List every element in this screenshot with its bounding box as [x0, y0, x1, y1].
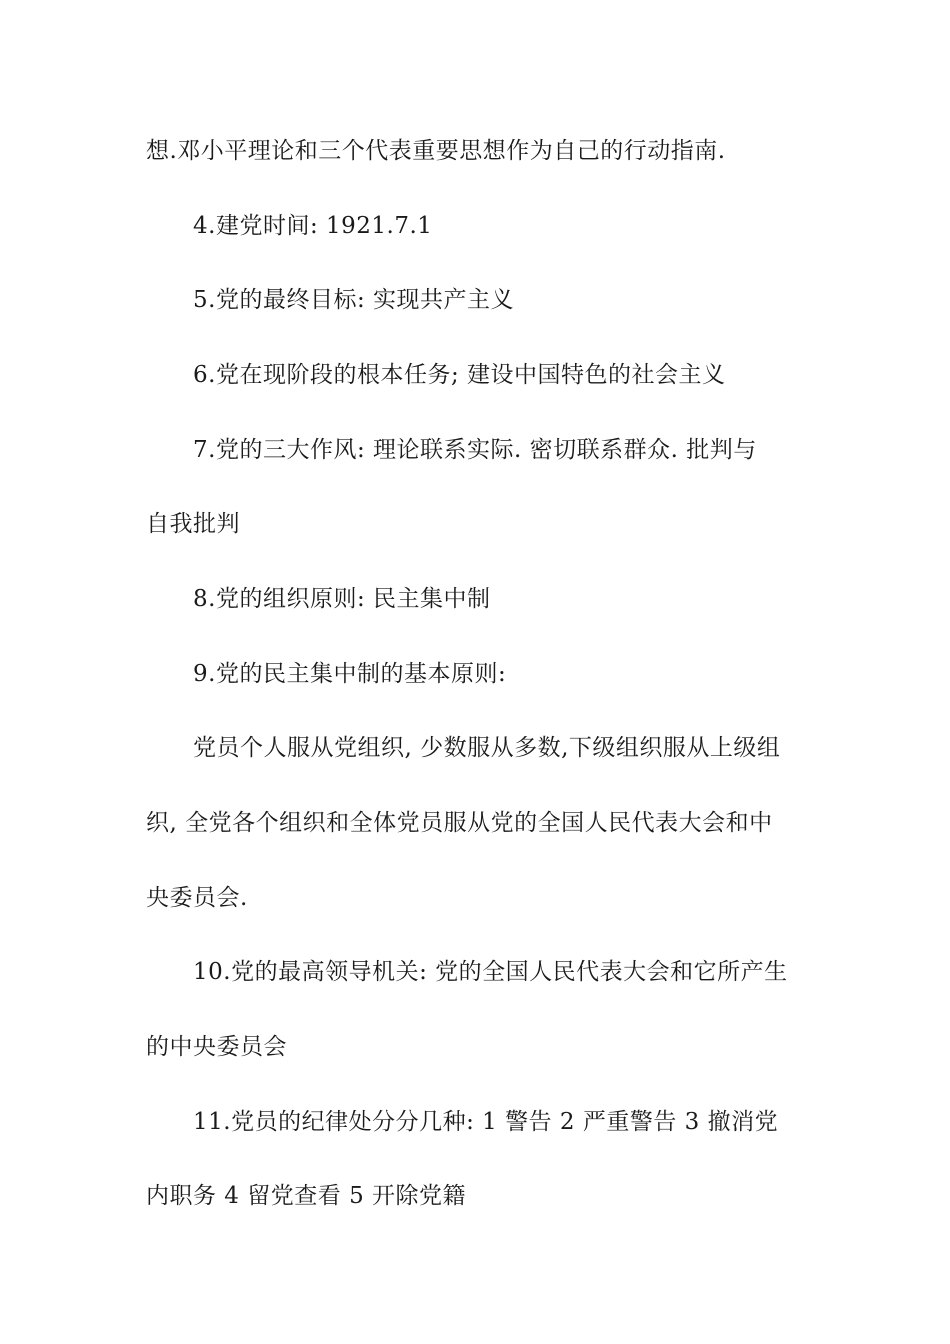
- text-line: 想.邓小平理论和三个代表重要思想作为自己的行动指南.: [146, 138, 726, 164]
- text-line: 央委员会.: [146, 885, 248, 911]
- text-line: 4.建党时间: 1921.7.1: [193, 213, 433, 239]
- text-line: 9.党的民主集中制的基本原则:: [193, 661, 507, 687]
- text-line: 内职务 4 留党查看 5 开除党籍: [146, 1183, 467, 1209]
- text-line: 6.党在现阶段的根本任务; 建设中国特色的社会主义: [193, 362, 726, 388]
- text-line: 8.党的组织原则: 民主集中制: [193, 586, 491, 612]
- text-line: 11.党员的纪律处分分几种: 1 警告 2 严重警告 3 撤消党: [193, 1109, 779, 1135]
- text-line: 5.党的最终目标: 实现共产主义: [193, 287, 515, 313]
- text-line: 自我批判: [146, 511, 240, 537]
- text-line: 7.党的三大作风: 理论联系实际. 密切联系群众. 批判与: [193, 437, 757, 463]
- text-line: 10.党的最高领导机关: 党的全国人民代表大会和它所产生: [193, 959, 788, 985]
- text-line: 的中央委员会: [146, 1034, 287, 1060]
- text-line: 织, 全党各个组织和全体党员服从党的全国人民代表大会和中: [146, 810, 773, 836]
- text-line: 党员个人服从党组织, 少数服从多数,下级组织服从上级组: [193, 735, 781, 761]
